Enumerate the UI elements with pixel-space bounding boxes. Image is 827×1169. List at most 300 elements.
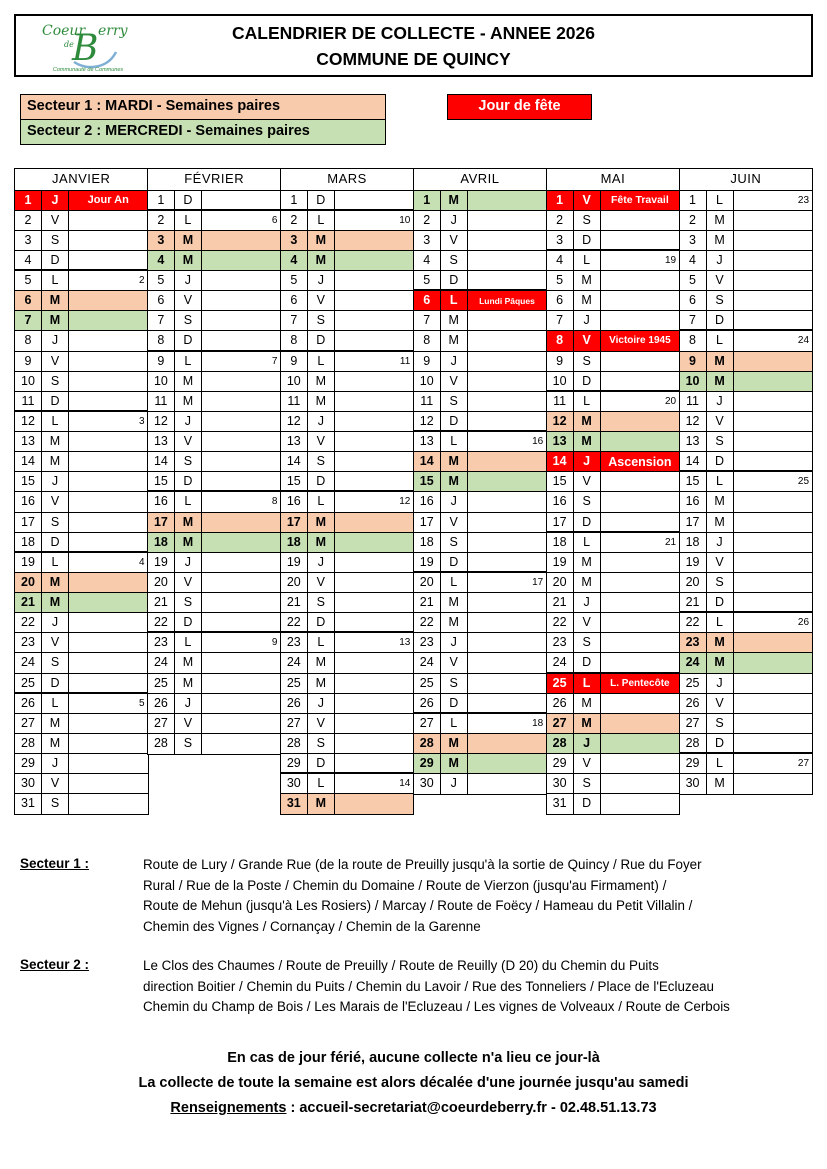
day-letter: M [308, 653, 335, 672]
calendar-day [148, 553, 281, 573]
week-number: 23 [797, 194, 810, 206]
day-label [69, 211, 148, 230]
day-label [335, 573, 414, 592]
week-number: 18 [532, 717, 544, 729]
week-number: 14 [399, 778, 411, 790]
calendar-day [414, 734, 547, 754]
day-letter: M [707, 774, 734, 794]
day-letter: J [707, 251, 734, 270]
day-label [601, 694, 680, 713]
day-letter: S [441, 533, 468, 552]
month-header: FÉVRIER [148, 169, 281, 191]
day-number: 20 [15, 573, 42, 592]
day-label [335, 553, 414, 572]
day-letter: V [42, 633, 69, 652]
day-letter: M [308, 372, 335, 391]
calendar-day [15, 553, 148, 573]
day-label [69, 331, 148, 350]
day-number: 16 [281, 492, 308, 511]
week-number: 19 [665, 254, 677, 266]
calendar-day [148, 231, 281, 251]
calendar-day [414, 291, 547, 311]
day-letter: D [574, 231, 601, 249]
day-number: 19 [281, 553, 308, 572]
calendar-day [281, 613, 414, 633]
calendar-day [15, 513, 148, 533]
calendar-day [281, 472, 414, 492]
calendar-day [414, 311, 547, 331]
day-letter: L [574, 392, 601, 411]
day-number: 8 [414, 331, 441, 350]
day-number: 24 [281, 653, 308, 672]
day-number: 9 [15, 352, 42, 371]
day-letter: S [42, 653, 69, 672]
day-label [202, 412, 281, 431]
calendar-day [547, 714, 680, 734]
day-letter: S [441, 251, 468, 270]
day-label [734, 392, 813, 411]
secteur1-label: Secteur 1 : [20, 856, 90, 871]
day-label [601, 633, 680, 652]
day-letter: D [308, 472, 335, 490]
day-label [734, 412, 813, 431]
calendar-day [680, 754, 813, 774]
calendar-day [15, 613, 148, 633]
day-label [202, 593, 281, 612]
calendar-day [414, 633, 547, 653]
calendar-day [680, 231, 813, 251]
calendar-day [148, 573, 281, 593]
calendar-day [15, 573, 148, 593]
calendar-day [15, 352, 148, 372]
day-letter: S [42, 794, 69, 814]
month-column [546, 168, 681, 815]
day-label [202, 392, 281, 411]
day-label [734, 231, 813, 250]
calendar-day [547, 513, 680, 533]
day-label [468, 251, 547, 270]
day-label [468, 674, 547, 693]
day-number: 8 [547, 331, 574, 350]
day-number: 21 [15, 593, 42, 612]
day-letter: L [441, 432, 468, 451]
day-label [335, 271, 414, 290]
day-number: 27 [148, 714, 175, 733]
day-number: 22 [281, 613, 308, 631]
day-label [335, 291, 414, 310]
day-number: 18 [148, 533, 175, 552]
day-number: 11 [680, 392, 707, 411]
calendar-day [680, 573, 813, 593]
calendar-day [547, 674, 680, 694]
day-number: 21 [547, 593, 574, 612]
day-number: 14 [547, 452, 574, 471]
day-label [734, 533, 813, 552]
calendar-day [281, 271, 414, 291]
day-number: 4 [15, 251, 42, 269]
calendar-day [680, 271, 813, 291]
day-letter: J [441, 492, 468, 511]
calendar-day [15, 714, 148, 734]
day-letter: D [175, 472, 202, 490]
calendar-day [414, 271, 547, 291]
week-number: 11 [399, 355, 411, 367]
day-letter: V [707, 412, 734, 431]
day-letter: L [175, 633, 202, 652]
day-letter: V [42, 352, 69, 371]
day-letter: M [441, 452, 468, 471]
day-number: 22 [414, 613, 441, 632]
day-number: 10 [547, 372, 574, 390]
calendar-day [547, 392, 680, 412]
day-label [468, 553, 547, 571]
day-letter: S [574, 352, 601, 371]
day-label [601, 653, 680, 671]
day-label [335, 331, 414, 349]
day-letter: L [441, 291, 468, 310]
day-letter: V [308, 432, 335, 451]
title-line-1: CALENDRIER DE COLLECTE - ANNEE 2026 [231, 23, 595, 43]
day-number: 27 [15, 714, 42, 733]
day-label [468, 231, 547, 250]
day-number: 19 [148, 553, 175, 572]
calendar-day [281, 412, 414, 432]
day-letter: J [175, 271, 202, 290]
day-label [468, 593, 547, 612]
day-letter: M [175, 513, 202, 532]
day-letter: L [42, 412, 69, 431]
calendar-day [281, 734, 414, 754]
calendar-day [148, 613, 281, 633]
day-number: 10 [414, 372, 441, 391]
day-letter: D [308, 331, 335, 349]
calendar-day [680, 311, 813, 331]
day-number: 3 [281, 231, 308, 250]
day-label [601, 754, 680, 773]
day-number: 22 [547, 613, 574, 632]
day-number: 16 [148, 492, 175, 511]
day-number: 15 [547, 472, 574, 491]
day-letter: M [308, 392, 335, 411]
day-label [734, 513, 813, 532]
day-letter: D [308, 613, 335, 631]
day-letter: J [42, 472, 69, 491]
calendar-day [547, 331, 680, 351]
calendar-day [680, 633, 813, 653]
day-label [202, 553, 281, 572]
calendar-day [15, 211, 148, 231]
day-letter: J [308, 694, 335, 713]
day-number: 21 [680, 593, 707, 611]
calendar-day [281, 553, 414, 573]
holiday-label: L. Pentecôte [610, 677, 670, 689]
day-number: 21 [148, 593, 175, 612]
route-line: direction Boitier / Chemin du Puits / Chemin du Lavoir / Rue des Tonneliers / Place de l'Ecluzeau [143, 978, 714, 994]
calendar-day [148, 412, 281, 432]
calendar-day [680, 734, 813, 754]
day-label [202, 271, 281, 290]
day-label [468, 392, 547, 411]
day-number: 13 [547, 432, 574, 451]
day-letter: L [707, 191, 734, 210]
day-number: 20 [547, 573, 574, 592]
day-label [734, 553, 813, 572]
calendar-day [15, 372, 148, 392]
day-letter: M [441, 613, 468, 632]
day-label [335, 251, 414, 270]
calendar-day [414, 674, 547, 694]
week-number: 20 [665, 395, 677, 407]
day-label [202, 432, 281, 451]
calendar-day [148, 633, 281, 653]
day-letter: S [441, 392, 468, 411]
day-letter: J [42, 191, 69, 210]
calendar-day [148, 492, 281, 512]
day-letter: L [707, 613, 734, 632]
day-number: 14 [414, 452, 441, 471]
day-number: 3 [547, 231, 574, 249]
calendar-day [148, 734, 281, 754]
day-number: 25 [148, 674, 175, 693]
day-letter: V [441, 372, 468, 391]
calendar-day [680, 714, 813, 734]
day-label [202, 251, 281, 270]
calendar-day [15, 271, 148, 291]
week-number: 26 [797, 617, 810, 629]
day-number: 12 [680, 412, 707, 431]
calendar-day [547, 492, 680, 512]
day-letter: M [707, 372, 734, 391]
day-label [468, 734, 547, 753]
week-number: 13 [399, 637, 411, 649]
week-number: 27 [797, 758, 810, 770]
day-letter: S [308, 734, 335, 753]
day-letter: J [42, 754, 69, 773]
day-letter: M [574, 432, 601, 451]
calendar-day [148, 653, 281, 673]
day-letter: J [707, 392, 734, 411]
day-letter: M [707, 492, 734, 511]
calendar-day [15, 472, 148, 492]
day-number: 2 [281, 211, 308, 230]
day-number: 10 [15, 372, 42, 391]
day-label [468, 372, 547, 391]
day-label [69, 734, 148, 753]
day-number: 9 [414, 352, 441, 371]
calendar-day [148, 352, 281, 372]
day-letter: S [175, 311, 202, 330]
day-letter: J [574, 311, 601, 330]
logo-letter-b: B [72, 28, 99, 69]
calendar-day [547, 311, 680, 331]
day-label [601, 412, 680, 431]
calendar-day [15, 492, 148, 512]
day-number: 5 [547, 271, 574, 290]
day-letter: M [441, 311, 468, 330]
day-label [734, 573, 813, 592]
day-letter: J [441, 633, 468, 652]
week-number: 6 [271, 214, 278, 226]
day-number: 23 [15, 633, 42, 652]
calendar-day [281, 794, 414, 814]
day-number: 25 [281, 674, 308, 693]
calendar-day [148, 191, 281, 211]
calendar-day [15, 331, 148, 351]
day-number: 5 [680, 271, 707, 290]
day-number: 14 [148, 452, 175, 471]
day-letter: V [441, 513, 468, 532]
calendar-day [414, 191, 547, 211]
day-label [69, 251, 148, 269]
day-label [734, 372, 813, 391]
day-label [601, 352, 680, 371]
day-letter: S [574, 211, 601, 230]
day-number: 1 [680, 191, 707, 210]
calendar-day [680, 553, 813, 573]
day-number: 16 [414, 492, 441, 511]
day-number: 15 [148, 472, 175, 490]
day-number: 17 [547, 513, 574, 531]
day-letter: J [574, 593, 601, 612]
calendar-day [281, 573, 414, 593]
secteur1-routes [143, 855, 815, 937]
day-number: 30 [547, 774, 574, 793]
day-letter: D [175, 613, 202, 631]
calendar-day [414, 472, 547, 492]
day-label [69, 533, 148, 551]
calendar-day [547, 633, 680, 653]
calendar-day [414, 372, 547, 392]
calendar-day [547, 211, 680, 231]
holiday-label: Ascension [608, 454, 672, 469]
day-number: 23 [281, 633, 308, 652]
calendar-day [680, 513, 813, 533]
day-number: 21 [281, 593, 308, 612]
week-number: 2 [138, 275, 145, 287]
day-number: 24 [414, 653, 441, 672]
day-label [468, 352, 547, 371]
day-label [69, 714, 148, 733]
calendar-day [414, 714, 547, 734]
day-number: 30 [680, 774, 707, 794]
day-letter: L [175, 492, 202, 511]
day-label [335, 613, 414, 631]
day-label [601, 613, 680, 632]
day-number: 27 [680, 714, 707, 733]
day-number: 4 [281, 251, 308, 270]
day-number: 13 [281, 432, 308, 451]
day-letter: D [175, 331, 202, 349]
footer-notes [0, 1046, 827, 1121]
day-letter: S [42, 372, 69, 391]
calendar-day [281, 714, 414, 734]
day-number: 18 [414, 533, 441, 552]
calendar-day [547, 291, 680, 311]
day-number: 3 [414, 231, 441, 250]
calendar-day [281, 694, 414, 714]
day-letter: S [441, 674, 468, 693]
day-label [601, 553, 680, 572]
day-label [335, 794, 414, 814]
day-label [335, 734, 414, 753]
calendar-day [15, 593, 148, 613]
day-letter: V [707, 553, 734, 572]
calendar-day [281, 513, 414, 533]
day-label [734, 291, 813, 310]
day-number: 16 [680, 492, 707, 511]
day-label [69, 593, 148, 612]
day-number: 15 [414, 472, 441, 491]
month-header: AVRIL [414, 169, 547, 191]
calendar-day [15, 674, 148, 694]
day-number: 25 [414, 674, 441, 693]
day-letter: S [707, 573, 734, 592]
footer-note-2: La collecte de toute la semaine est alors décalée d'une journée jusqu'au samedi [138, 1075, 689, 1091]
calendar-day [281, 211, 414, 231]
day-letter: M [42, 311, 69, 330]
day-label [335, 191, 414, 209]
day-number: 12 [148, 412, 175, 431]
calendar-day [680, 392, 813, 412]
day-letter: D [707, 452, 734, 470]
day-label [468, 533, 547, 552]
day-number: 2 [547, 211, 574, 230]
day-label [468, 613, 547, 632]
title-line-2: COMMUNE DE QUINCY [316, 49, 511, 69]
day-label [335, 412, 414, 431]
day-letter: D [42, 392, 69, 410]
day-number: 29 [15, 754, 42, 773]
calendar-day [680, 331, 813, 351]
calendar-day [148, 211, 281, 231]
day-label [468, 633, 547, 652]
day-number: 18 [281, 533, 308, 552]
day-number: 28 [148, 734, 175, 754]
day-label [335, 533, 414, 552]
day-number: 19 [15, 553, 42, 572]
calendar-day [15, 432, 148, 452]
calendar-day [414, 533, 547, 553]
day-label [69, 653, 148, 672]
day-letter: D [707, 593, 734, 611]
day-number: 5 [148, 271, 175, 290]
day-letter: D [707, 734, 734, 752]
day-number: 1 [281, 191, 308, 209]
day-label [601, 573, 680, 592]
day-letter: L [707, 472, 734, 491]
calendar-day [547, 412, 680, 432]
day-number: 20 [414, 573, 441, 592]
day-letter: L [308, 492, 335, 511]
day-label [734, 492, 813, 511]
day-letter: M [308, 231, 335, 250]
day-label [335, 452, 414, 471]
day-number: 27 [281, 714, 308, 733]
day-label [202, 191, 281, 209]
day-letter: M [574, 553, 601, 572]
day-letter: D [42, 533, 69, 551]
day-number: 5 [15, 271, 42, 290]
day-label [202, 513, 281, 532]
calendar-day [680, 452, 813, 472]
day-letter: V [175, 432, 202, 451]
calendar-day [281, 352, 414, 372]
day-label [202, 311, 281, 330]
day-letter: S [574, 633, 601, 652]
day-label [69, 613, 148, 632]
day-number: 6 [281, 291, 308, 310]
day-letter: J [42, 613, 69, 632]
